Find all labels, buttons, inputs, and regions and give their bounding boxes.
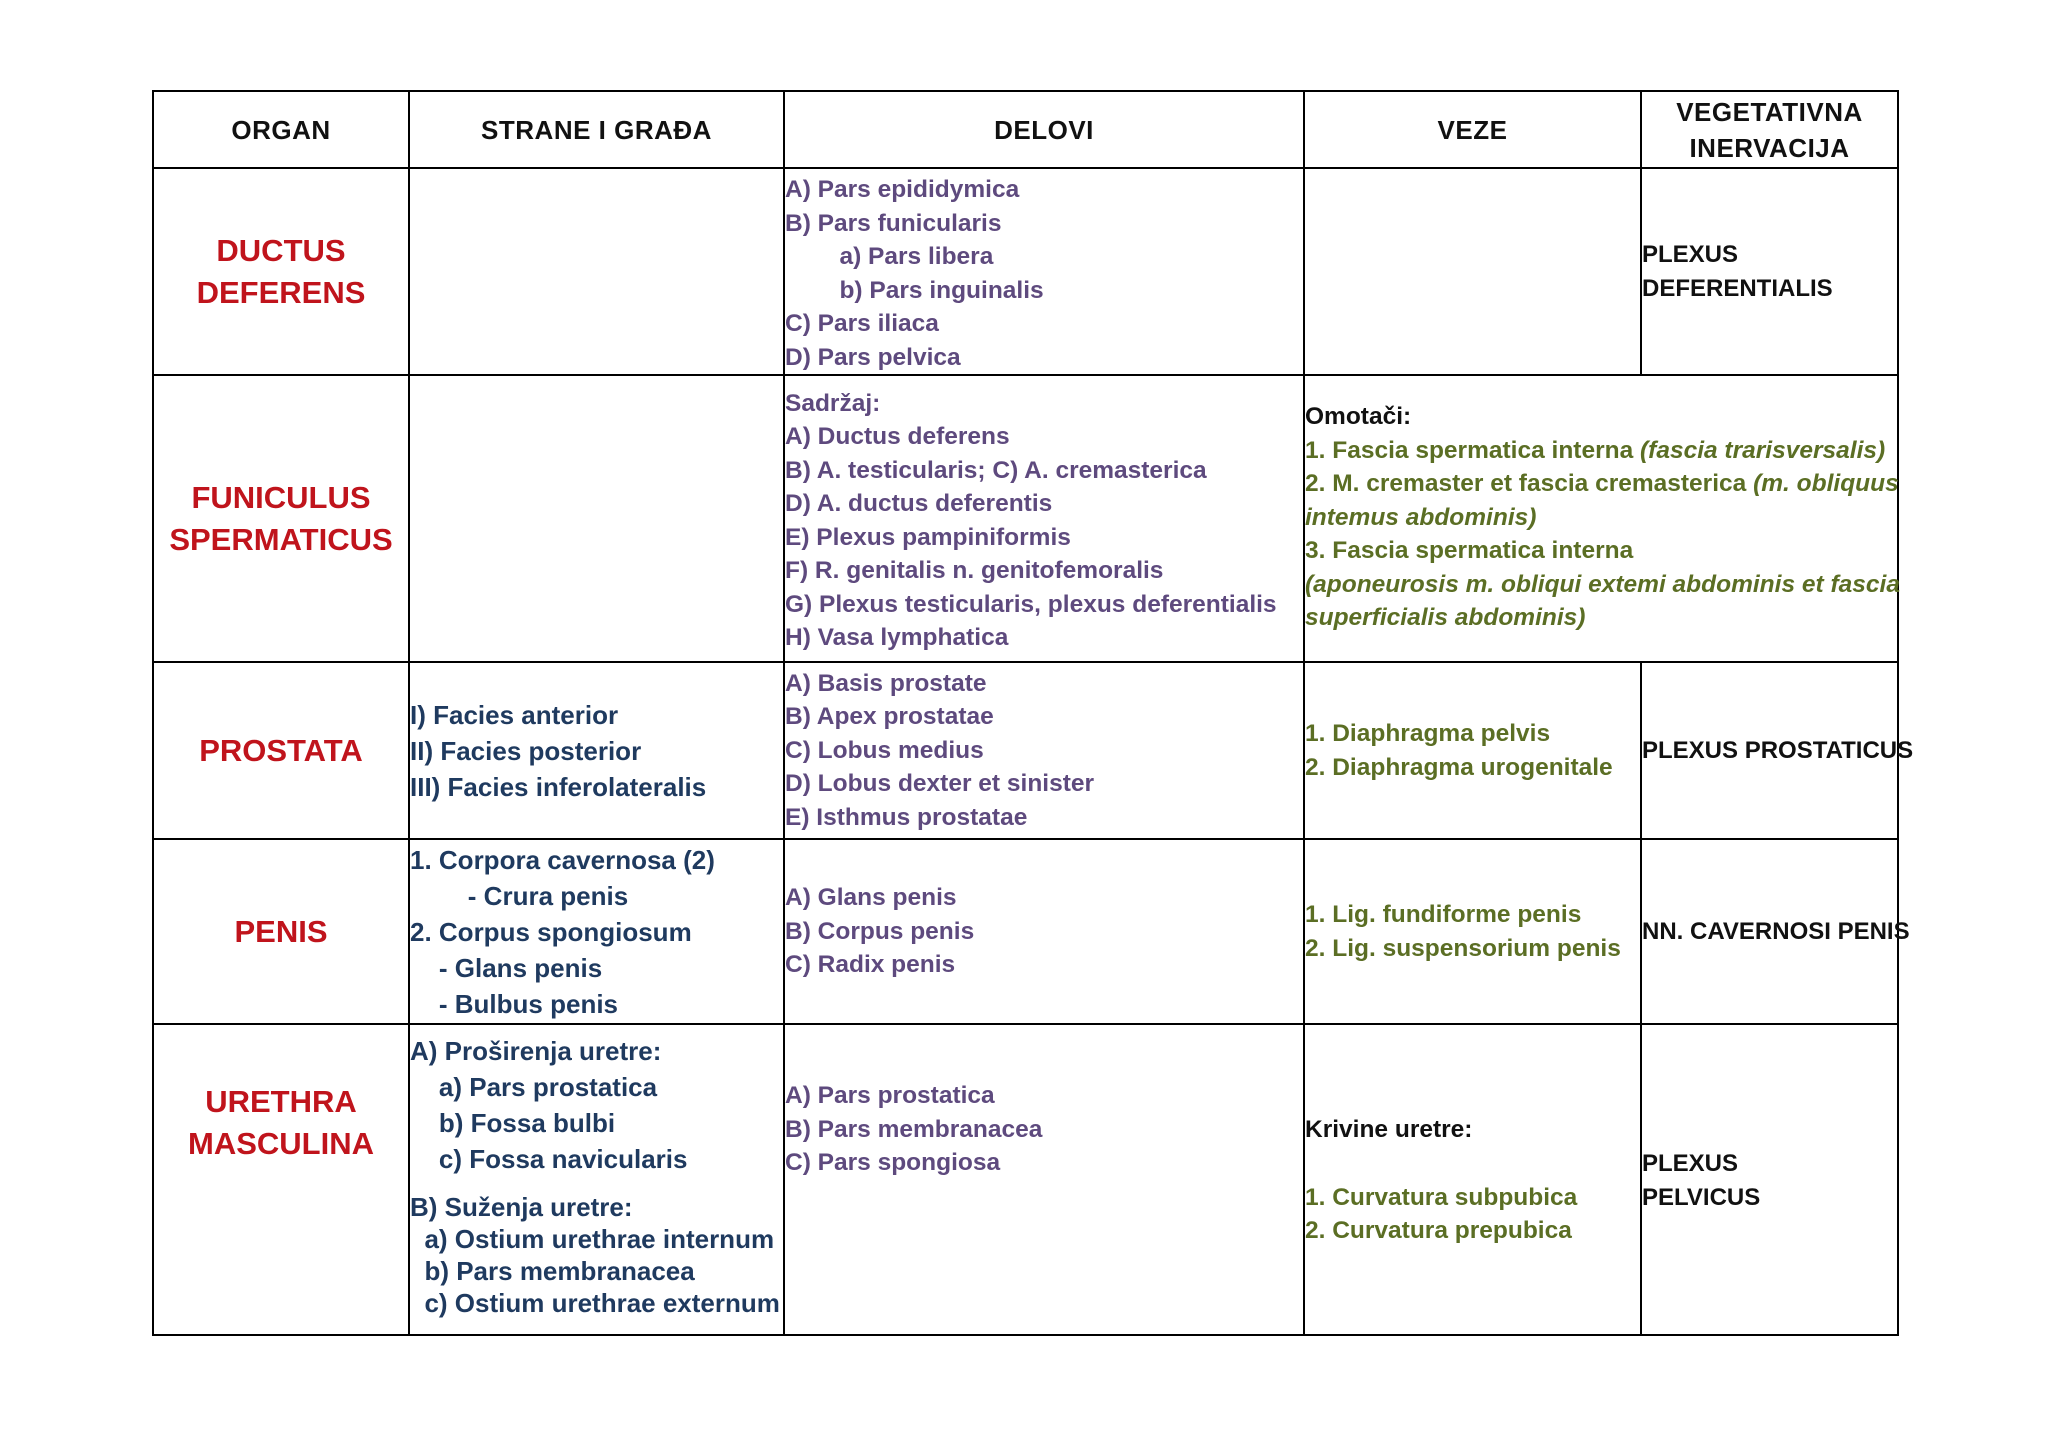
strane-line: 2. Corpus spongiosum xyxy=(410,916,692,947)
organ-cell xyxy=(153,662,409,839)
delovi-cell xyxy=(784,662,1304,839)
veg-line: PLEXUS xyxy=(1642,240,1739,268)
strane-cell xyxy=(409,375,784,662)
strane-line: B) Suženja uretre: xyxy=(410,1192,633,1222)
veg-line: DEFERENTIALIS xyxy=(1642,274,1833,302)
delovi-line: B) Apex prostatae xyxy=(785,703,994,731)
organ-line: DUCTUS xyxy=(216,232,346,268)
delovi-line: D) A. ductus deferentis xyxy=(785,490,1053,517)
anatomy-table xyxy=(152,90,1914,1336)
veze-line: 1. Curvatura subpubica xyxy=(1305,1183,1578,1211)
delovi-line: C) Pars spongiosa xyxy=(785,1149,1001,1176)
omotaci-text: 1. Fascia spermatica interna xyxy=(1305,436,1640,464)
veg-line: NN. CAVERNOSI PENIS xyxy=(1642,917,1910,945)
veg-cell xyxy=(1641,839,1910,1024)
omotaci-italic-line: superficialis abdominis) xyxy=(1305,604,1586,631)
delovi-line: B) Corpus penis xyxy=(785,917,975,945)
delovi-cell xyxy=(784,839,1304,1024)
omotaci-line xyxy=(1305,434,1897,468)
veze-cell xyxy=(1304,662,1641,839)
organ-line: URETHRA xyxy=(205,1084,357,1119)
strane-line: c) Fossa navicularis xyxy=(410,1144,688,1174)
veg-line: PLEXUS PROSTATICUS xyxy=(1642,736,1914,764)
delovi-cell xyxy=(784,168,1304,375)
veze-line: 2. Curvatura prepubica xyxy=(1305,1217,1572,1244)
delovi-line: B) Pars funicularis xyxy=(785,209,1002,237)
omotaci-line xyxy=(1305,467,1897,501)
organ-line: PROSTATA xyxy=(199,732,363,768)
strane-line: c) Ostium urethrae externum xyxy=(410,1288,780,1318)
delovi-line: D) Pars pelvica xyxy=(785,343,961,371)
delovi-line: A) Ductus deferens xyxy=(785,423,1010,450)
delovi-line: A) Pars prostatica xyxy=(785,1082,995,1109)
veze-line: 2. Lig. suspensorium penis xyxy=(1305,934,1621,962)
omotaci-heading: Omotači: xyxy=(1305,403,1412,430)
krivine-heading: Krivine uretre: xyxy=(1305,1116,1473,1143)
organ-cell xyxy=(153,1024,409,1335)
delovi-line: A) Pars epididymica xyxy=(785,176,1020,203)
omotaci-italic-line: (aponeurosis m. obliqui extemi abdominis et fascia xyxy=(1305,570,1900,598)
delovi-line: A) Glans penis xyxy=(785,884,957,912)
organ-cell xyxy=(153,839,409,1024)
header-veg-line1: VEGETATIVNA xyxy=(1676,96,1863,127)
delovi-line: F) R. genitalis n. genitofemoralis xyxy=(785,557,1164,584)
omotaci-text: 2. M. cremaster et fascia cremasterica xyxy=(1305,470,1754,497)
header-veg-line2: INERVACIJA xyxy=(1689,132,1850,163)
veg-cell xyxy=(1641,1024,1898,1335)
header-delovi: DELOVI xyxy=(784,91,1304,168)
table-row-penis xyxy=(153,839,1898,1024)
strane-line: III) Facies inferolateralis xyxy=(410,771,707,802)
veg-cell xyxy=(1641,662,1914,839)
veze-line: 1. Lig. fundiforme penis xyxy=(1305,901,1582,928)
delovi-line: a) Pars libera xyxy=(785,243,994,270)
organ-line: FUNICULUS xyxy=(191,479,371,515)
delovi-cell xyxy=(784,375,1304,662)
omotaci-line: 3. Fascia spermatica interna xyxy=(1305,537,1634,564)
veze-cell xyxy=(1304,839,1641,1024)
header-row xyxy=(153,91,1898,168)
strane-line: - Bulbus penis xyxy=(410,988,619,1019)
organ-line: MASCULINA xyxy=(188,1126,374,1161)
spacer xyxy=(410,1177,783,1191)
header-vegetativna xyxy=(1641,91,1898,168)
organ-line: DEFERENS xyxy=(196,274,366,310)
veze-line: 2. Diaphragma urogenitale xyxy=(1305,753,1613,781)
omotaci-italic-line: intemus abdominis) xyxy=(1305,503,1537,531)
strane-cell xyxy=(409,662,784,839)
strane-line: a) Ostium urethrae internum xyxy=(410,1224,775,1254)
strane-line: b) Fossa bulbi xyxy=(410,1108,616,1138)
strane-line: b) Pars membranacea xyxy=(410,1256,695,1286)
table-row-prostata xyxy=(153,662,1898,839)
delovi-line: B) A. testicularis; C) A. cremasterica xyxy=(785,456,1207,484)
delovi-line: Sadržaj: xyxy=(785,389,881,417)
strane-cell xyxy=(409,839,784,1024)
veg-line: PLEXUS xyxy=(1642,1150,1739,1177)
delovi-line: B) Pars membranacea xyxy=(785,1115,1043,1143)
table-row-urethra-masculina xyxy=(153,1024,1898,1335)
strane-line: a) Pars prostatica xyxy=(410,1072,658,1102)
delovi-line: G) Plexus testicularis, plexus deferentialis xyxy=(785,590,1277,618)
delovi-line: C) Lobus medius xyxy=(785,736,984,764)
organ-line: PENIS xyxy=(234,913,328,949)
veg-line: PELVICUS xyxy=(1642,1184,1761,1211)
delovi-line: E) Plexus pampiniformis xyxy=(785,523,1071,551)
delovi-line: D) Lobus dexter et sinister xyxy=(785,770,1095,798)
delovi-line: E) Isthmus prostatae xyxy=(785,803,1028,831)
header-strane: STRANE I GRAĐA xyxy=(409,91,784,168)
veze-cell xyxy=(1304,168,1641,375)
omotaci-italic: (m. obliquus xyxy=(1753,470,1899,497)
header-organ: ORGAN xyxy=(153,91,409,168)
spacer xyxy=(1305,1147,1640,1181)
strane-line: - Crura penis xyxy=(410,880,629,911)
header-veze: VEZE xyxy=(1304,91,1641,168)
delovi-cell xyxy=(784,1024,1304,1335)
organ-line: SPERMATICUS xyxy=(169,521,393,557)
strane-line: I) Facies anterior xyxy=(410,699,619,730)
delovi-line: C) Radix penis xyxy=(785,951,956,979)
strane-line: - Glans penis xyxy=(410,952,603,983)
omotaci-italic: (fascia trarisversalis) xyxy=(1640,436,1886,464)
strane-line: II) Facies posterior xyxy=(410,735,642,766)
delovi-line: b) Pars inguinalis xyxy=(785,276,1044,304)
strane-line: 1. Corpora cavernosa (2) xyxy=(410,844,715,875)
delovi-line: A) Basis prostate xyxy=(785,669,987,697)
delovi-line: C) Pars iliaca xyxy=(785,310,939,337)
strane-line: A) Proširenja uretre: xyxy=(410,1036,662,1066)
delovi-line: H) Vasa lymphatica xyxy=(785,624,1009,651)
veg-cell xyxy=(1641,168,1898,375)
table-row-funiculus-spermaticus xyxy=(153,375,1898,662)
organ-cell xyxy=(153,168,409,375)
veze-line: 1. Diaphragma pelvis xyxy=(1305,720,1551,747)
veze-cell xyxy=(1304,1024,1641,1335)
veze-omotaci-cell xyxy=(1304,375,1898,662)
table-row-ductus-deferens xyxy=(153,168,1898,375)
strane-cell xyxy=(409,1024,784,1335)
organ-cell xyxy=(153,375,409,662)
strane-cell xyxy=(409,168,784,375)
